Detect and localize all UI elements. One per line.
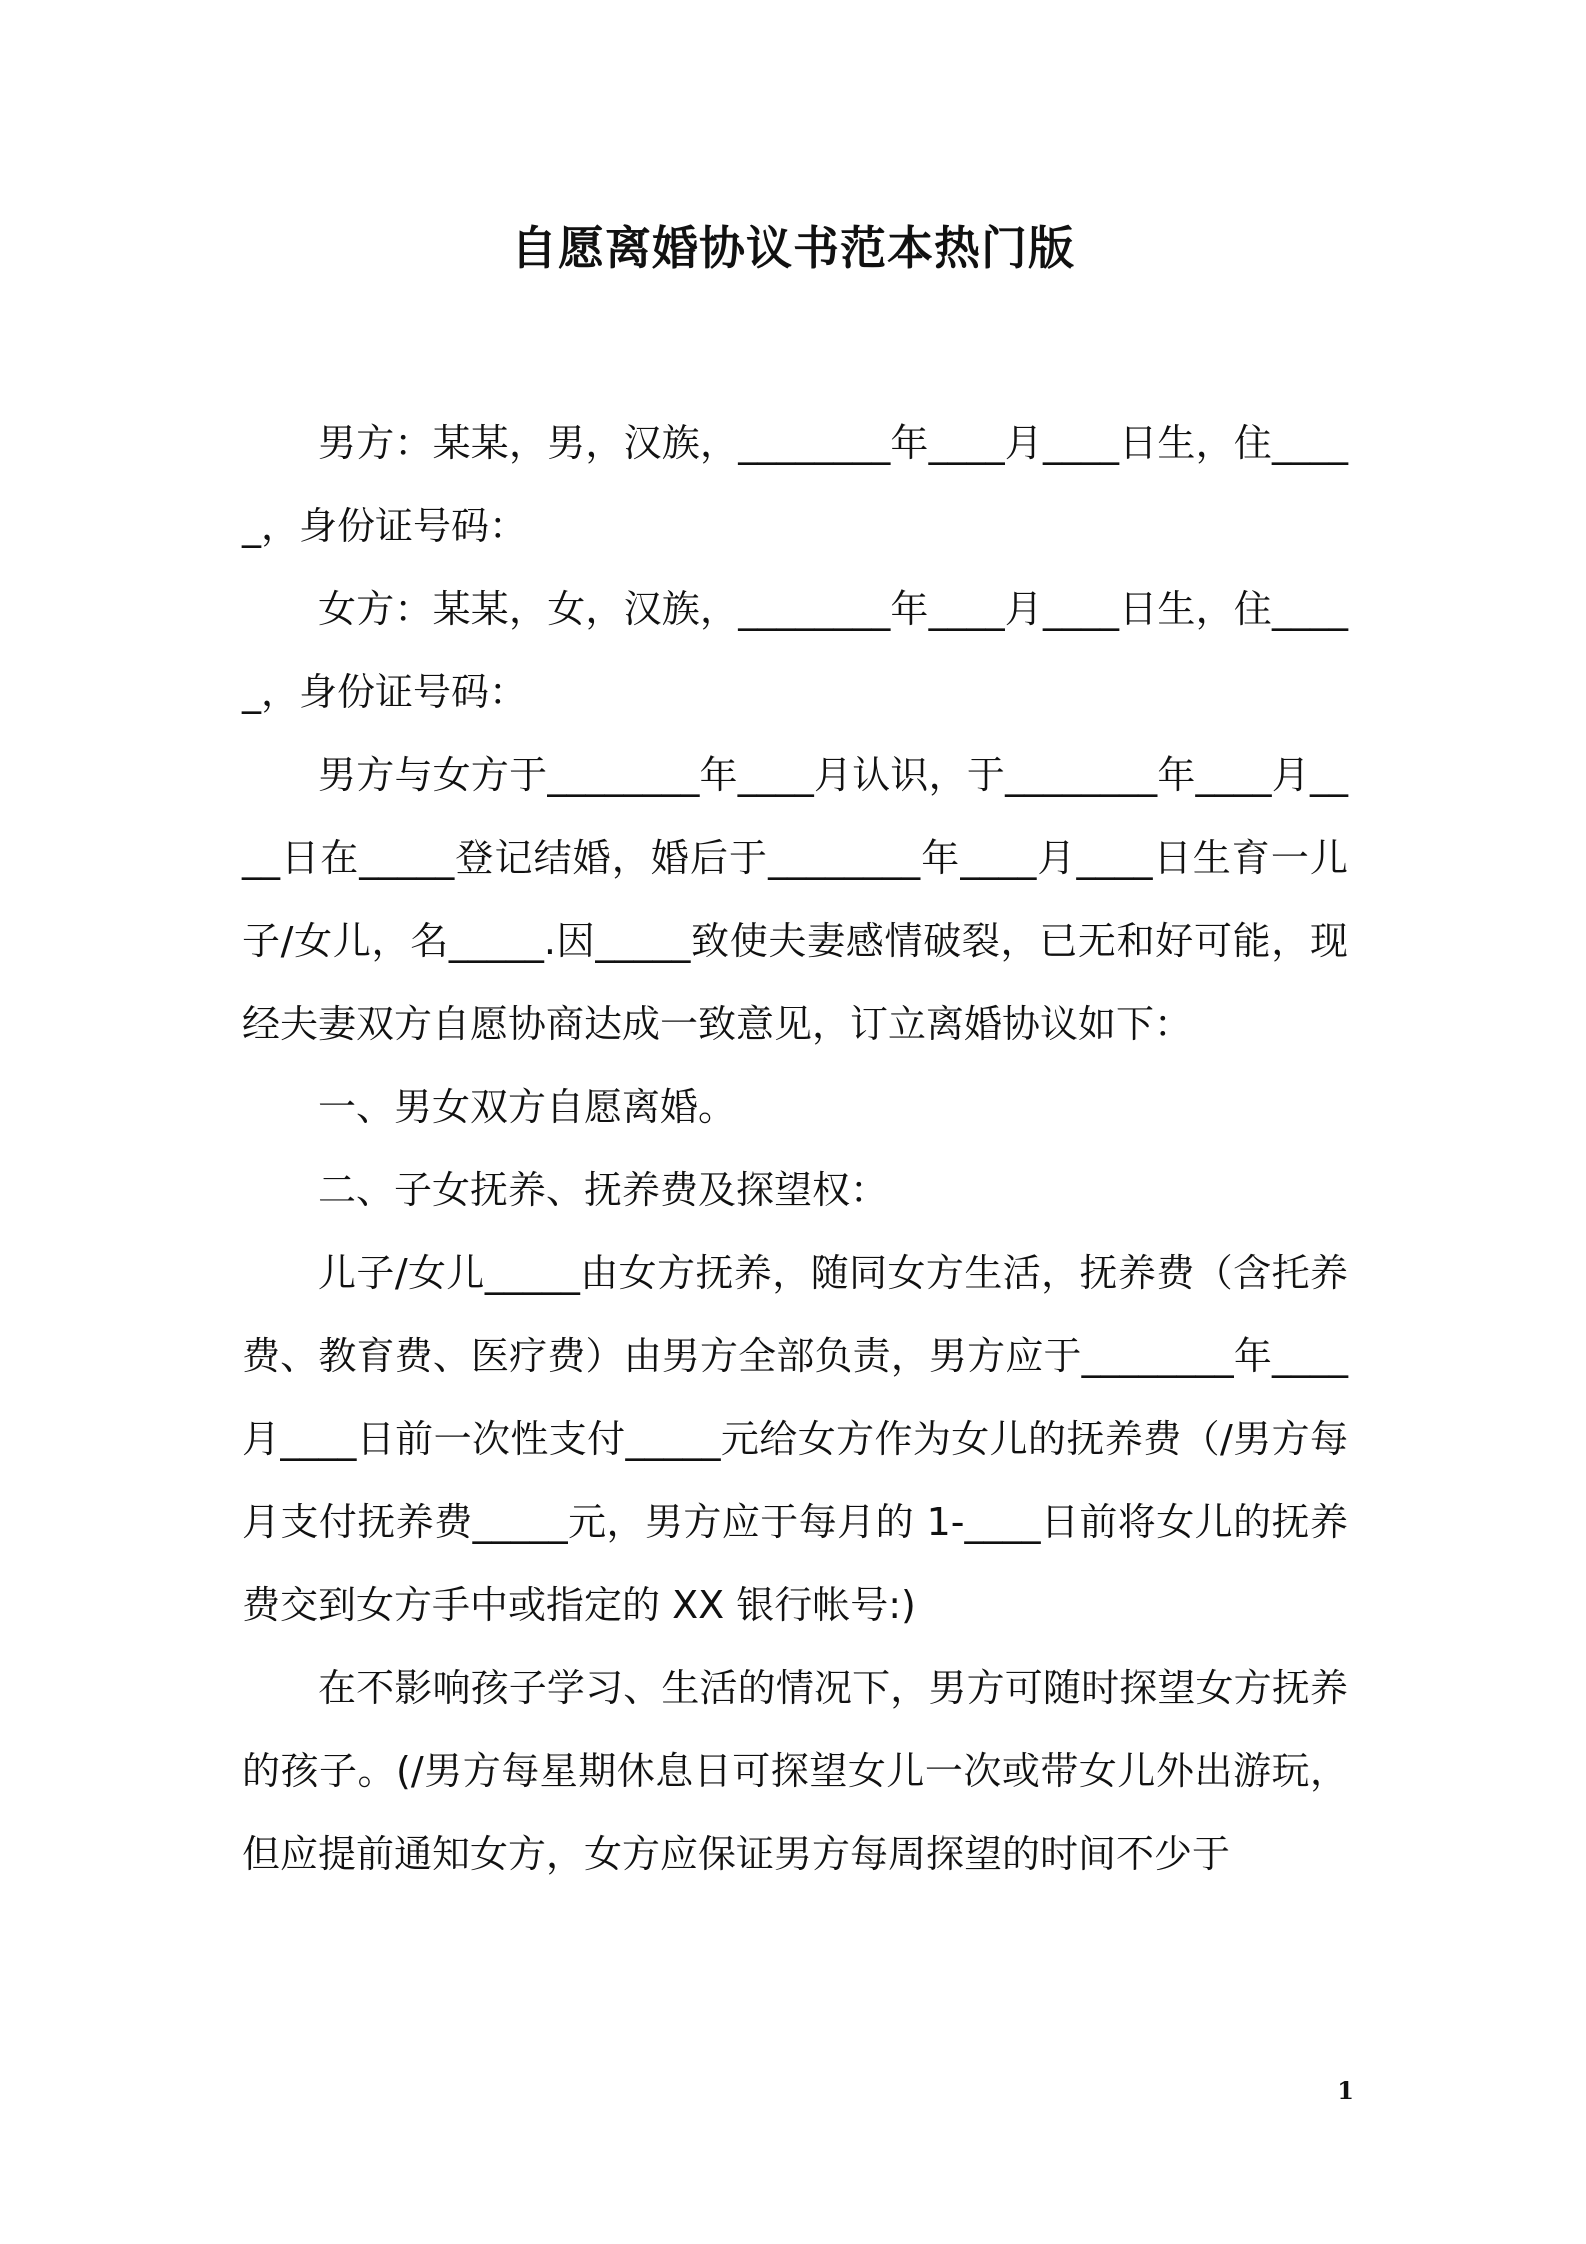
paragraph-visitation: 在不影响孩子学习、生活的情况下，男方可随时探望女方抚养的孩子。(/男方每星期休息日可探望女儿一次或带女儿外出游玩，但应提前通知女方，女方应保证男方每周探望的时间不少于 [242, 1666, 1348, 1876]
document-body [242, 402, 1348, 1896]
paragraph-male-party: 男方：某某，男，汉族，________年____月____日生，住_____，身份证号码： [242, 421, 1348, 548]
paragraph-clause-two-heading: 二、子女抚养、抚养费及探望权： [318, 1168, 889, 1212]
paragraph-background: 男方与女方于________年____月认识，于________年____月____日在_____登记结婚，婚后于________年____月____日生育一儿子/女儿，名_____.因_____致使夫妻感情破裂，已无和好可能，现经夫妻双方自愿协商达成一致意见，订立离婚协议如下： [242, 753, 1348, 1046]
paragraph-female-party: 女方：某某，女，汉族，________年____月____日生，住_____，身份证号码： [242, 587, 1348, 714]
document-title: 自愿离婚协议书范本热门版 [511, 221, 1075, 275]
paragraph-custody-support: 儿子/女儿_____由女方抚养，随同女方生活，抚养费（含托养费、教育费、医疗费）由男方全部负责，男方应于________年____月____日前一次性支付_____元给女方作为女儿的抚养费（/男方每月支付抚养费_____元，男方应于每月的 1-____日前将女儿的抚养费交到女方手中或指定的 XX 银行帐号:) [242, 1251, 1348, 1627]
page-number: 1 [1337, 2076, 1354, 2105]
paragraph-clause-one: 一、男女双方自愿离婚。 [318, 1085, 737, 1129]
